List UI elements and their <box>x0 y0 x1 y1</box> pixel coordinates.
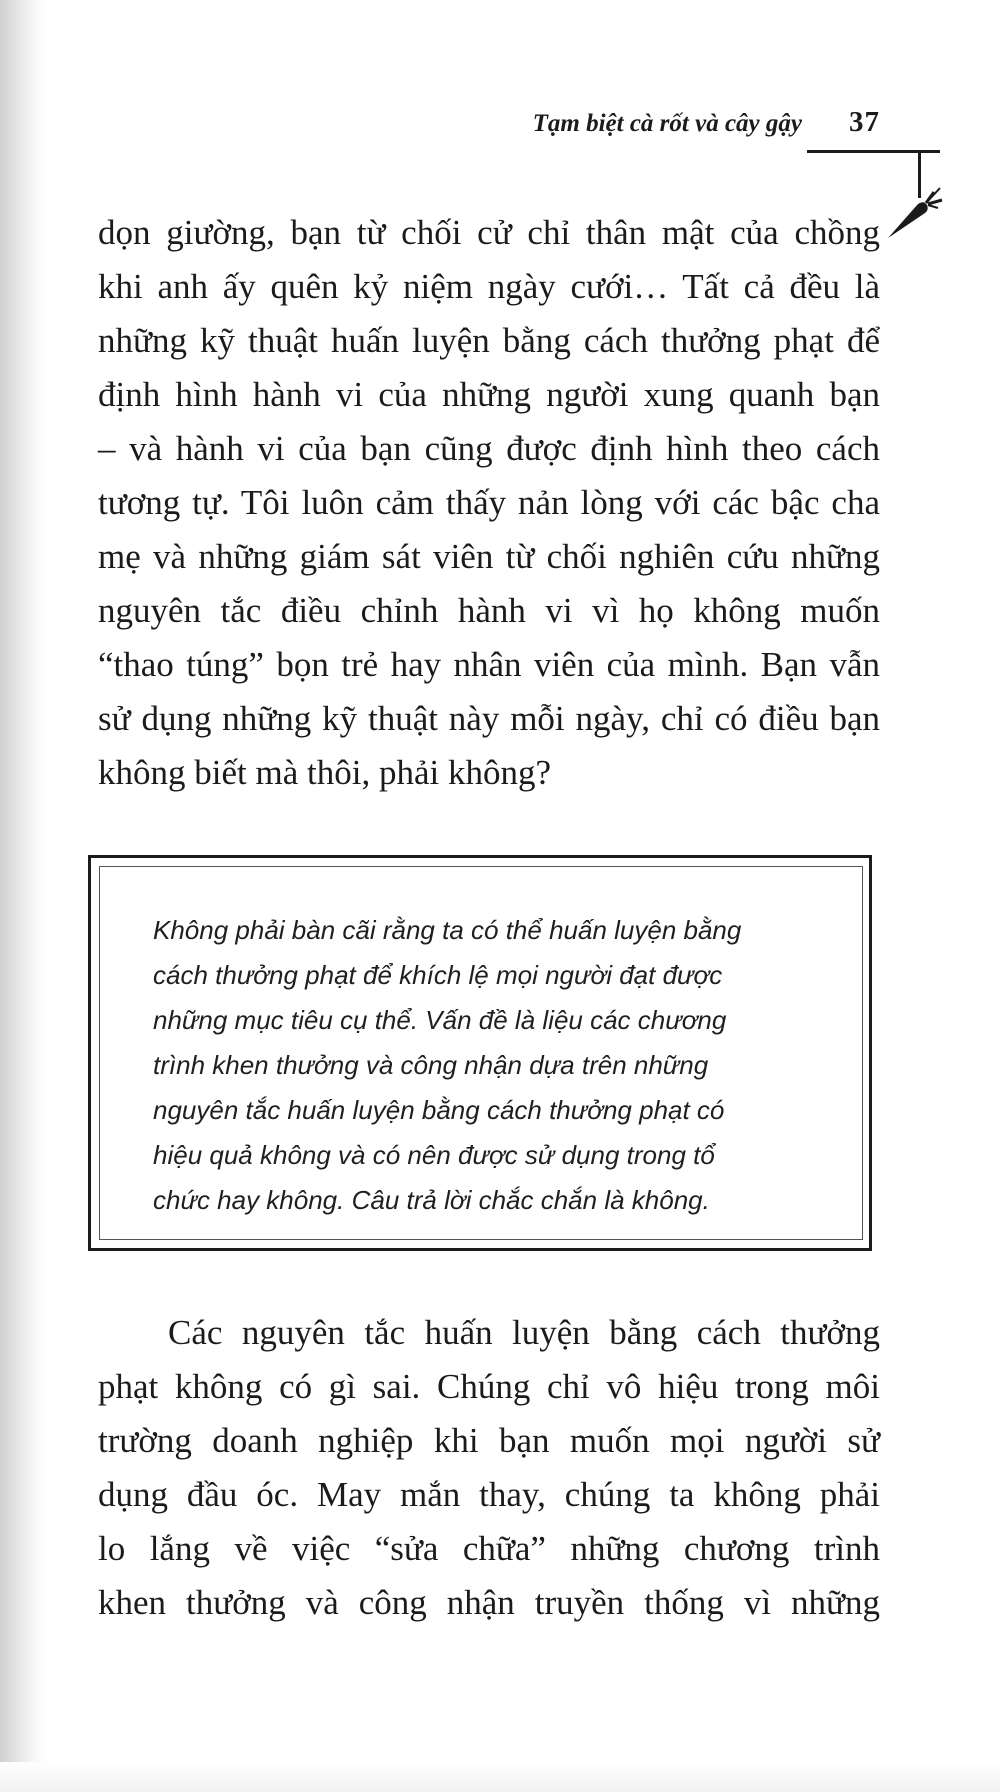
carrot-icon <box>882 178 952 244</box>
page-bottom-edge <box>0 1762 1000 1792</box>
paragraph-2 <box>98 1306 880 1630</box>
text-line: lo lắng về việc “sửa chữa” những chương trình <box>98 1529 880 1568</box>
text-line: dọn giường, bạn từ chối cử chỉ thân mật của chồng <box>98 213 880 252</box>
callout-box <box>88 855 872 1251</box>
text-line: dụng đầu óc. May mắn thay, chúng ta không phải <box>98 1475 880 1514</box>
callout-text <box>153 908 813 1223</box>
text-line: trường doanh nghiệp khi bạn muốn mọi người sử <box>98 1421 880 1460</box>
callout-line: Không phải bàn cãi rằng ta có thể huấn luyện bằng <box>153 915 742 945</box>
running-head <box>440 106 880 146</box>
text-line: mẹ và những giám sát viên từ chối nghiên cứu những <box>98 537 880 576</box>
running-title: Tạm biệt cà rốt và cây gậy <box>532 110 802 137</box>
callout-line: trình khen thưởng và công nhận dựa trên những <box>153 1050 709 1080</box>
callout-line: chức hay không. Câu trả lời chắc chắn là không. <box>153 1185 710 1215</box>
text-line: khi anh ấy quên kỷ niệm ngày cưới… Tất cả đều là <box>98 267 880 306</box>
text-line: phạt không có gì sai. Chúng chỉ vô hiệu trong môi <box>98 1367 880 1406</box>
callout-line: hiệu quả không và có nên được sử dụng trong tổ <box>153 1140 715 1170</box>
text-line: “thao túng” bọn trẻ hay nhân viên của mình. Bạn vẫn <box>98 645 880 684</box>
page-gutter-shadow <box>0 0 46 1792</box>
text-line: những kỹ thuật huấn luyện bằng cách thưởng phạt để <box>98 321 880 360</box>
text-line: Các nguyên tắc huấn luyện bằng cách thưởng <box>168 1313 880 1352</box>
text-line: khen thưởng và công nhận truyền thống vì những <box>98 1583 880 1622</box>
text-line: định hình hành vi của những người xung quanh bạn <box>98 375 880 414</box>
callout-line: nguyên tắc huấn luyện bằng cách thưởng phạt có <box>153 1095 725 1125</box>
callout-line: những mục tiêu cụ thể. Vấn đề là liệu các chương <box>153 1005 727 1035</box>
text-line: sử dụng những kỹ thuật này mỗi ngày, chỉ có điều bạn <box>98 699 880 738</box>
text-line: nguyên tắc điều chỉnh hành vi vì họ không muốn <box>98 591 880 630</box>
paragraph-1 <box>98 206 880 800</box>
text-line: – và hành vi của bạn cũng được định hình theo cách <box>98 429 880 468</box>
text-line: tương tự. Tôi luôn cảm thấy nản lòng với các bậc cha <box>98 483 880 522</box>
text-line: không biết mà thôi, phải không? <box>98 753 551 792</box>
page-number: 37 <box>849 106 880 138</box>
callout-line: cách thưởng phạt để khích lệ mọi người đạt được <box>153 960 723 990</box>
